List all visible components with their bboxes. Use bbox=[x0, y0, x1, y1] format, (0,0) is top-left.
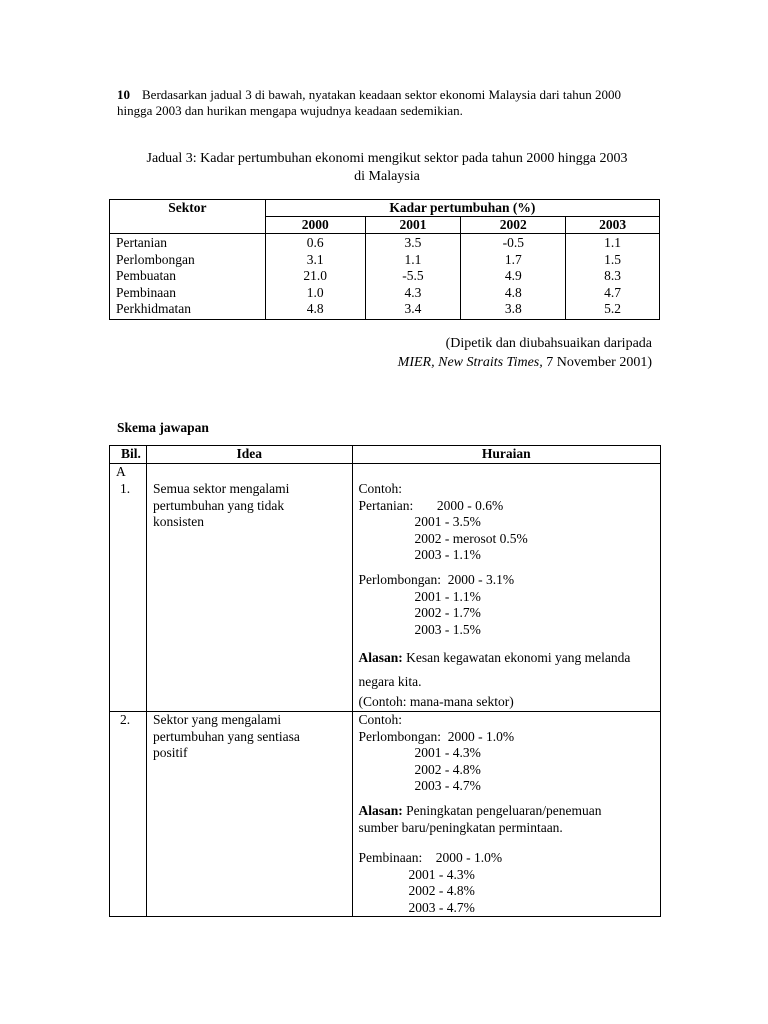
idea-line: Semua sektor mengalami bbox=[152, 481, 290, 496]
example-line: Pertanian: 2000 - 0.6% bbox=[358, 497, 504, 513]
value-cell: 5.2 bbox=[604, 301, 622, 316]
row-huraian bbox=[352, 711, 661, 917]
example-note: (Contoh: mana-mana sektor) bbox=[358, 694, 514, 710]
header-bil: Bil. bbox=[110, 446, 147, 464]
contoh-label: Contoh: bbox=[358, 711, 403, 727]
growth-table bbox=[109, 199, 660, 320]
header-year: 2001 bbox=[365, 217, 461, 234]
sector-name: Perkhidmatan bbox=[116, 301, 191, 316]
alasan-text: Peningkatan pengeluaran/penemuan bbox=[402, 802, 602, 818]
value-cell: 1.1 bbox=[404, 251, 422, 267]
value-cell: 1.7 bbox=[504, 251, 522, 267]
alasan-cont: sumber baru/peningkatan permintaan. bbox=[358, 819, 563, 835]
alasan-line bbox=[359, 646, 661, 670]
values-2003 bbox=[566, 234, 660, 320]
source-publication: MIER, New Straits Times, bbox=[397, 355, 543, 370]
row-idea bbox=[146, 464, 352, 712]
example-line: 2002 - 4.8% bbox=[414, 761, 481, 777]
example-line: 2003 - 1.5% bbox=[414, 621, 481, 637]
question-number: 10 bbox=[117, 87, 130, 102]
example-line: 2001 - 3.5% bbox=[414, 514, 481, 530]
idea-line: Sektor yang mengalami bbox=[152, 711, 282, 727]
row-bil bbox=[110, 711, 147, 917]
idea-line: pertumbuhan yang tidak bbox=[152, 497, 285, 513]
value-cell: 1.0 bbox=[306, 284, 324, 300]
header-huraian: Huraian bbox=[352, 446, 661, 464]
value-cell: 1.5 bbox=[604, 251, 622, 267]
header-sektor: Sektor bbox=[110, 200, 266, 234]
example-line: 2001 - 4.3% bbox=[414, 745, 481, 761]
row-bil bbox=[110, 464, 147, 712]
alasan-label: Alasan: bbox=[358, 650, 403, 666]
value-cell: 4.8 bbox=[306, 301, 324, 316]
value-cell: 0.6 bbox=[306, 235, 324, 250]
header-year: 2000 bbox=[265, 217, 365, 234]
header-year: 2002 bbox=[461, 217, 566, 234]
example-line: 2003 - 1.1% bbox=[414, 547, 481, 563]
row-number: 2. bbox=[120, 711, 131, 727]
table-caption bbox=[117, 150, 657, 186]
value-cell: 3.4 bbox=[404, 301, 422, 316]
answer-scheme-table bbox=[109, 445, 661, 917]
sector-name: Pembuatan bbox=[116, 268, 176, 283]
values-2000 bbox=[265, 234, 365, 320]
source-line-1: (Dipetik dan diubahsuaikan daripada bbox=[445, 336, 652, 351]
example-line: 2002 - 1.7% bbox=[414, 605, 481, 621]
example-line: 2001 - 1.1% bbox=[414, 588, 481, 604]
table-row bbox=[110, 464, 661, 712]
table-row bbox=[110, 711, 661, 917]
value-cell: 3.1 bbox=[306, 251, 324, 267]
example-line: 2002 - 4.8% bbox=[408, 883, 475, 899]
value-cell: 21.0 bbox=[303, 268, 327, 283]
header-idea: Idea bbox=[146, 446, 352, 464]
example-line: 2003 - 4.7% bbox=[414, 778, 481, 794]
example-line: 2001 - 4.3% bbox=[408, 866, 475, 882]
header-year: 2003 bbox=[566, 217, 660, 234]
sector-name: Perlombongan bbox=[116, 251, 195, 267]
alasan-text: Kesan kegawatan ekonomi yang melanda bbox=[402, 650, 631, 666]
alasan-cont: negara kita. bbox=[358, 674, 422, 690]
value-cell: 4.8 bbox=[504, 284, 522, 300]
header-kadar: Kadar pertumbuhan (%) bbox=[265, 200, 659, 217]
sector-name: Pembinaan bbox=[116, 284, 176, 300]
contoh-label: Contoh: bbox=[358, 481, 403, 496]
value-cell: 3.8 bbox=[504, 301, 522, 316]
row-number: 1. bbox=[120, 480, 131, 496]
value-cell: 4.7 bbox=[604, 284, 622, 300]
value-cell: 8.3 bbox=[604, 268, 622, 283]
question-text: Berdasarkan jadual 3 di bawah, nyatakan keadaan sektor ekonomi Malaysia dari tahun 2000 hingga 2003 dan hurikan mengapa wujudnya keadaan sedemikian. bbox=[117, 87, 622, 118]
source-citation bbox=[300, 334, 652, 372]
values-2002 bbox=[461, 234, 566, 320]
value-cell: 1.1 bbox=[604, 235, 622, 250]
idea-line: konsisten bbox=[152, 514, 204, 530]
sector-list bbox=[110, 234, 266, 320]
example-line: Perlombongan: 2000 - 1.0% bbox=[358, 728, 515, 744]
skema-title: Skema jawapan bbox=[117, 420, 209, 435]
alasan-label: Alasan: bbox=[358, 802, 403, 818]
value-cell: -0.5 bbox=[502, 235, 524, 250]
example-line: 2003 - 4.7% bbox=[408, 899, 475, 915]
values-2001 bbox=[365, 234, 461, 320]
section-label: A bbox=[116, 464, 126, 479]
example-line: Pembinaan: 2000 - 1.0% bbox=[358, 850, 503, 866]
value-cell: 4.9 bbox=[504, 268, 522, 283]
source-line-2 bbox=[300, 353, 652, 372]
value-cell: 4.3 bbox=[404, 284, 422, 300]
sector-name: Pertanian bbox=[116, 235, 167, 250]
caption-line-2: di Malaysia bbox=[354, 169, 420, 184]
caption-line-1: Jadual 3: Kadar pertumbuhan ekonomi mengikut sektor pada tahun 2000 hingga 2003 bbox=[146, 151, 628, 166]
example-line: Perlombongan: 2000 - 3.1% bbox=[358, 571, 515, 587]
value-cell: 3.5 bbox=[404, 235, 422, 250]
row-huraian bbox=[352, 464, 661, 712]
row-idea bbox=[146, 711, 352, 917]
value-cell: -5.5 bbox=[402, 268, 424, 283]
idea-line: positif bbox=[152, 745, 188, 761]
source-date: 7 November 2001) bbox=[542, 355, 652, 370]
alasan-line bbox=[359, 803, 661, 820]
example-line: 2002 - merosot 0.5% bbox=[414, 530, 528, 546]
idea-line: pertumbuhan yang sentiasa bbox=[152, 728, 300, 744]
question bbox=[117, 87, 657, 119]
